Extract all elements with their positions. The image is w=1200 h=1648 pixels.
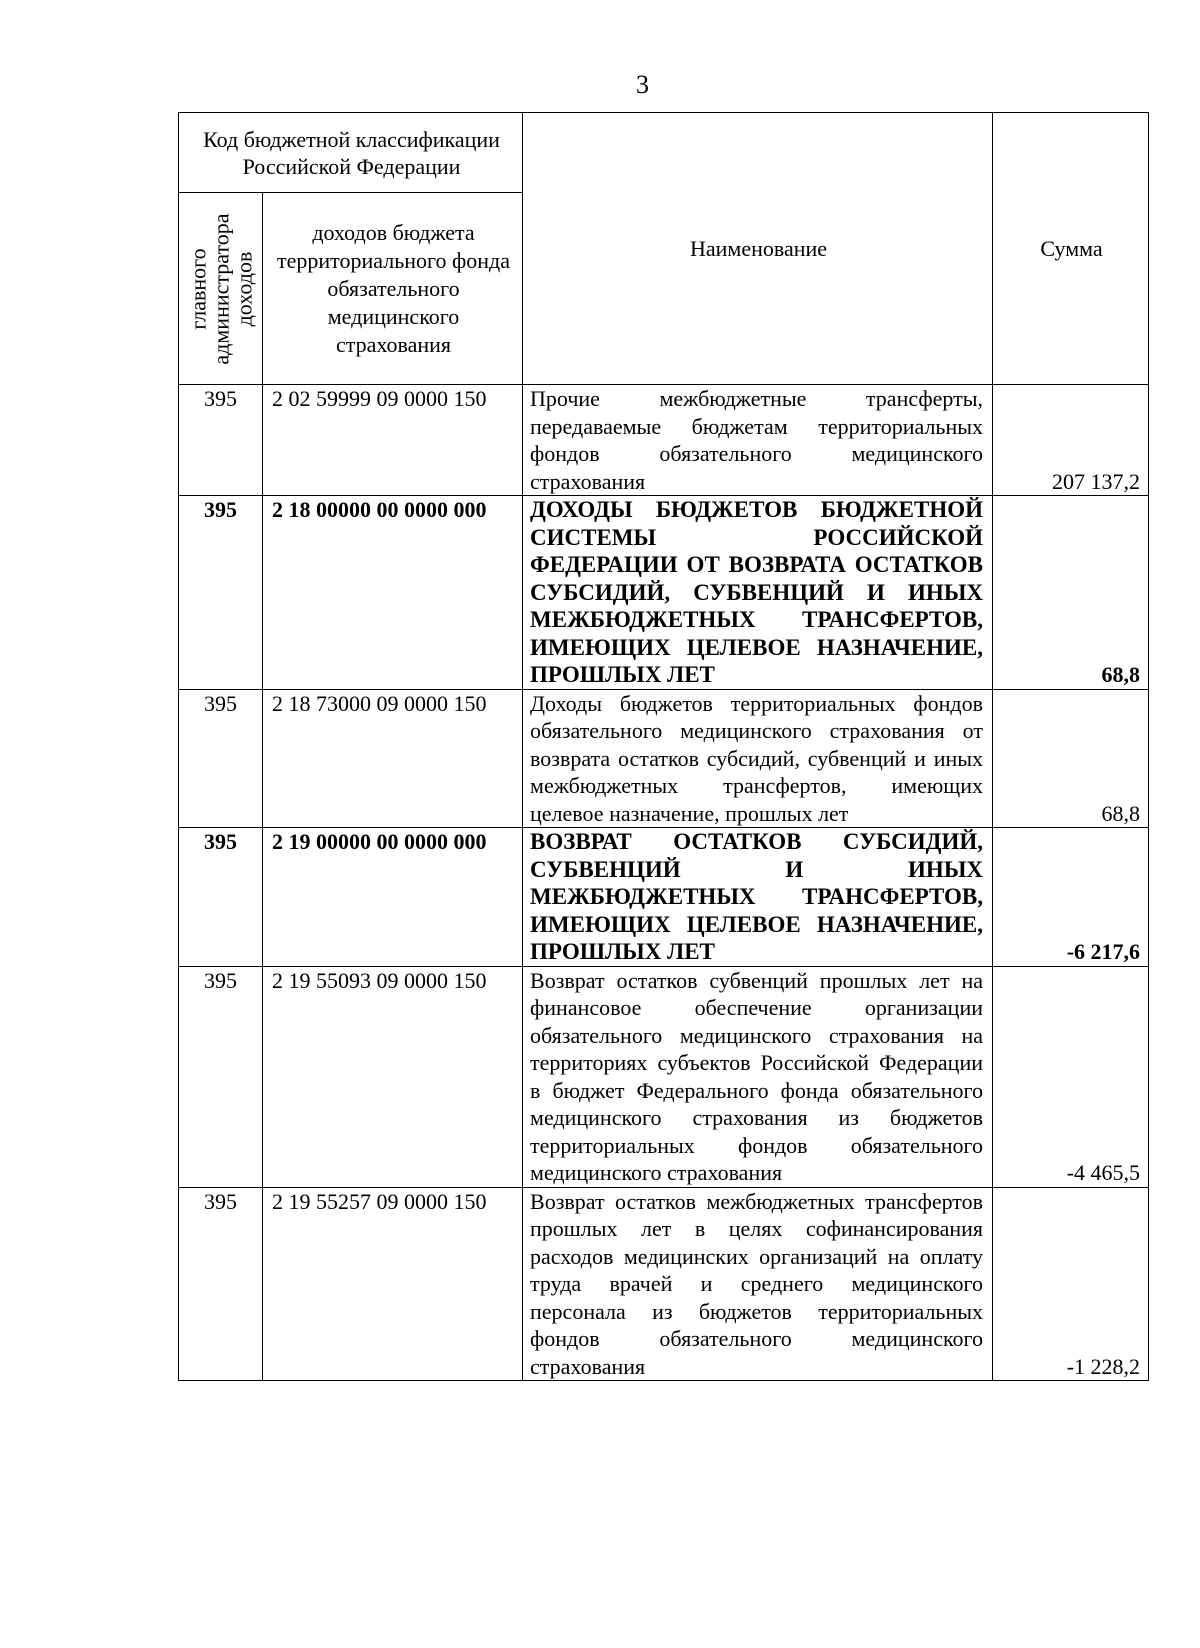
header-group-title: Код бюджетной классификации Российской Федерации: [179, 113, 523, 193]
table-row: [179, 1187, 1149, 1381]
header-admin: главного администратора доходов: [185, 212, 256, 365]
table-row: [179, 966, 1149, 1187]
income-code-cell: 2 02 59999 09 0000 150: [263, 385, 523, 496]
income-code-cell: 2 19 00000 00 0000 000: [263, 828, 523, 967]
sum-cell: 68,8: [993, 496, 1149, 690]
table-row-bold: [179, 828, 1149, 967]
name-cell: Возврат остатков межбюджетных трансфертов прошлых лет в целях софинансирования расходов медицинских организаций на оплату труда врачей и среднего медицинского персонала из бюджетов территориальных фондов обязательного медицинского страхования: [523, 1187, 993, 1381]
header-code: доходов бюджета территориального фонда обязательного медицинского страхования: [263, 193, 523, 385]
page-number: 3: [636, 70, 649, 99]
income-code-cell: 2 18 00000 00 0000 000: [263, 496, 523, 690]
header-name: Наименование: [523, 113, 993, 385]
name-cell: Доходы бюджетов территориальных фондов обязательного медицинского страхования от возврата остатков субсидий, субвенций и иных межбюджетных трансфертов, имеющих целевое назначение, прошлых лет: [523, 689, 993, 828]
admin-code-cell: 395: [179, 496, 263, 690]
admin-code-cell: 395: [179, 966, 263, 1187]
table-row: [179, 689, 1149, 828]
name-cell: Возврат остатков субвенций прошлых лет на финансовое обеспечение организации обязательного медицинского страхования на территориях субъектов Российской Федерации в бюджет Федерального фонда обязательного медицинского страхования из бюджетов территориальных фондов обязательного медицинского страхования: [523, 966, 993, 1187]
budget-classification-table: [178, 112, 1149, 1381]
sum-cell: -4 465,5: [993, 966, 1149, 1187]
name-cell: Прочие межбюджетные трансферты, передаваемые бюджетам территориальных фондов обязательного медицинского страхования: [523, 385, 993, 496]
sum-cell: 207 137,2: [993, 385, 1149, 496]
table-header: [179, 113, 1149, 385]
sum-cell: 68,8: [993, 689, 1149, 828]
name-cell: ДОХОДЫ БЮДЖЕТОВ БЮДЖЕТНОЙ СИСТЕМЫ РОССИЙСКОЙ ФЕДЕРАЦИИ ОТ ВОЗВРАТА ОСТАТКОВ СУБСИДИЙ, СУБВЕНЦИЙ И ИНЫХ МЕЖБЮДЖЕТНЫХ ТРАНСФЕРТОВ, ИМЕЮЩИХ ЦЕЛЕВОЕ НАЗНАЧЕНИЕ, ПРОШЛЫХ ЛЕТ: [523, 496, 993, 690]
income-code-cell: 2 18 73000 09 0000 150: [263, 689, 523, 828]
table-body: [179, 385, 1149, 1381]
admin-code-cell: 395: [179, 689, 263, 828]
table-row-bold: [179, 496, 1149, 690]
table-row: [179, 385, 1149, 496]
sum-cell: -1 228,2: [993, 1187, 1149, 1381]
name-cell: ВОЗВРАТ ОСТАТКОВ СУБСИДИЙ, СУБВЕНЦИЙ И ИНЫХ МЕЖБЮДЖЕТНЫХ ТРАНСФЕРТОВ, ИМЕЮЩИХ ЦЕЛЕВОЕ НАЗНАЧЕНИЕ, ПРОШЛЫХ ЛЕТ: [523, 828, 993, 967]
admin-code-cell: 395: [179, 828, 263, 967]
admin-code-cell: 395: [179, 385, 263, 496]
admin-code-cell: 395: [179, 1187, 263, 1381]
income-code-cell: 2 19 55257 09 0000 150: [263, 1187, 523, 1381]
header-sum: Сумма: [993, 113, 1149, 385]
income-code-cell: 2 19 55093 09 0000 150: [263, 966, 523, 1187]
header-admin-cell: [179, 193, 263, 385]
sum-cell: -6 217,6: [993, 828, 1149, 967]
